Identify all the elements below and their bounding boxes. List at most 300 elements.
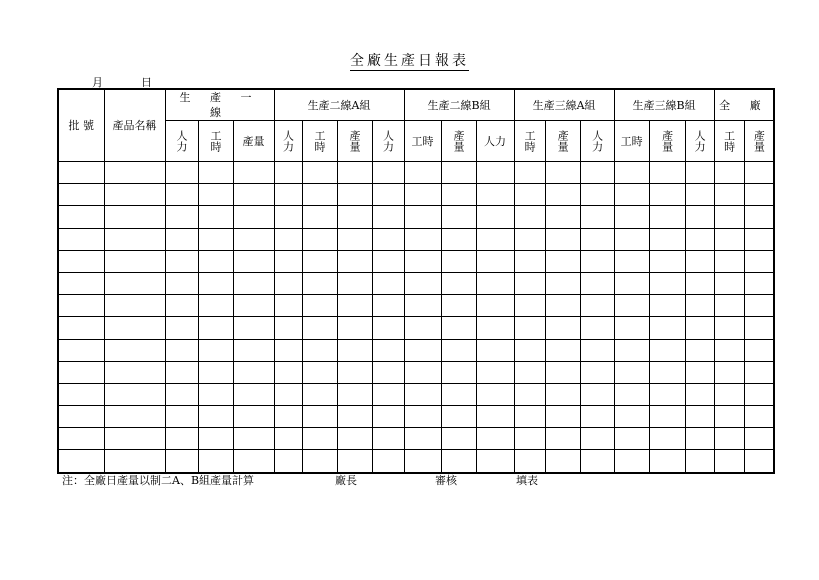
table-cell[interactable]: [685, 383, 714, 405]
table-cell[interactable]: [545, 184, 580, 206]
table-cell[interactable]: [404, 361, 441, 383]
table-cell[interactable]: [58, 383, 104, 405]
table-cell[interactable]: [165, 317, 198, 339]
table-cell[interactable]: [337, 250, 372, 272]
table-cell[interactable]: [514, 450, 545, 473]
table-cell[interactable]: [441, 162, 476, 184]
table-cell[interactable]: [404, 206, 441, 228]
table-cell[interactable]: [233, 228, 274, 250]
table-cell[interactable]: [165, 206, 198, 228]
table-cell[interactable]: [476, 450, 514, 473]
table-cell[interactable]: [302, 406, 337, 428]
table-cell[interactable]: [302, 206, 337, 228]
table-cell[interactable]: [274, 162, 302, 184]
sub-header-g1-0: 人力: [165, 121, 198, 162]
table-cell[interactable]: [404, 339, 441, 361]
table-cell[interactable]: [104, 383, 165, 405]
table-cell[interactable]: [580, 450, 614, 473]
table-cell[interactable]: [404, 250, 441, 272]
sub-header-g5-0: 工時: [614, 121, 649, 162]
table-row: [58, 162, 774, 184]
table-cell[interactable]: [233, 184, 274, 206]
table-cell[interactable]: [372, 228, 404, 250]
table-cell[interactable]: [744, 428, 774, 450]
sub-header-g1-2: 產量: [233, 121, 274, 162]
table-cell[interactable]: [58, 228, 104, 250]
table-cell[interactable]: [514, 339, 545, 361]
table-cell[interactable]: [514, 361, 545, 383]
table-cell[interactable]: [441, 250, 476, 272]
table-cell[interactable]: [649, 295, 685, 317]
table-cell[interactable]: [514, 228, 545, 250]
table-cell[interactable]: [337, 428, 372, 450]
table-cell[interactable]: [545, 383, 580, 405]
sub-header-g1-1: 工時: [198, 121, 233, 162]
table-cell[interactable]: [198, 295, 233, 317]
table-cell[interactable]: [714, 162, 744, 184]
table-cell[interactable]: [58, 162, 104, 184]
table-cell[interactable]: [302, 184, 337, 206]
table-cell[interactable]: [580, 295, 614, 317]
table-cell[interactable]: [233, 317, 274, 339]
table-cell[interactable]: [744, 406, 774, 428]
table-cell[interactable]: [165, 339, 198, 361]
table-row: [58, 272, 774, 294]
table-cell[interactable]: [372, 406, 404, 428]
table-cell[interactable]: [545, 361, 580, 383]
table-cell[interactable]: [580, 361, 614, 383]
table-cell[interactable]: [744, 228, 774, 250]
table-cell[interactable]: [476, 317, 514, 339]
table-cell[interactable]: [233, 361, 274, 383]
table-cell[interactable]: [372, 206, 404, 228]
table-cell[interactable]: [404, 272, 441, 294]
table-cell[interactable]: [685, 272, 714, 294]
table-cell[interactable]: [514, 184, 545, 206]
table-cell[interactable]: [58, 250, 104, 272]
table-cell[interactable]: [714, 406, 744, 428]
table-cell[interactable]: [404, 383, 441, 405]
table-cell[interactable]: [744, 317, 774, 339]
table-cell[interactable]: [714, 228, 744, 250]
table-cell[interactable]: [404, 295, 441, 317]
table-cell[interactable]: [441, 206, 476, 228]
table-cell[interactable]: [372, 450, 404, 473]
table-cell[interactable]: [714, 383, 744, 405]
table-cell[interactable]: [198, 428, 233, 450]
table-cell[interactable]: [104, 295, 165, 317]
table-cell[interactable]: [649, 317, 685, 339]
table-cell[interactable]: [404, 162, 441, 184]
table-cell[interactable]: [233, 339, 274, 361]
table-cell[interactable]: [714, 317, 744, 339]
table-cell[interactable]: [104, 184, 165, 206]
table-cell[interactable]: [685, 428, 714, 450]
table-cell[interactable]: [580, 228, 614, 250]
sub-header-g4-0: 工時: [514, 121, 545, 162]
table-cell[interactable]: [274, 228, 302, 250]
table-row: [58, 184, 774, 206]
table-cell[interactable]: [545, 162, 580, 184]
table-cell[interactable]: [714, 295, 744, 317]
table-cell[interactable]: [58, 184, 104, 206]
table-cell[interactable]: [714, 339, 744, 361]
table-cell[interactable]: [337, 295, 372, 317]
table-cell[interactable]: [441, 450, 476, 473]
table-cell[interactable]: [302, 450, 337, 473]
table-cell[interactable]: [165, 272, 198, 294]
table-cell[interactable]: [302, 162, 337, 184]
table-cell[interactable]: [165, 428, 198, 450]
table-cell[interactable]: [337, 339, 372, 361]
table-cell[interactable]: [104, 250, 165, 272]
table-cell[interactable]: [372, 428, 404, 450]
table-row: [58, 295, 774, 317]
table-cell[interactable]: [580, 162, 614, 184]
table-cell[interactable]: [58, 272, 104, 294]
table-cell[interactable]: [198, 272, 233, 294]
table-cell[interactable]: [514, 383, 545, 405]
table-cell[interactable]: [165, 295, 198, 317]
table-cell[interactable]: [614, 317, 649, 339]
table-cell[interactable]: [545, 295, 580, 317]
table-cell[interactable]: [233, 295, 274, 317]
table-cell[interactable]: [165, 450, 198, 473]
group-header-line1: 生 產 一 線: [165, 89, 274, 121]
table-row: [58, 228, 774, 250]
table-cell[interactable]: [580, 206, 614, 228]
table-cell[interactable]: [476, 383, 514, 405]
table-cell[interactable]: [372, 184, 404, 206]
table-cell[interactable]: [545, 250, 580, 272]
table-cell[interactable]: [580, 339, 614, 361]
table-cell[interactable]: [233, 272, 274, 294]
table-cell[interactable]: [274, 450, 302, 473]
table-cell[interactable]: [198, 406, 233, 428]
table-cell[interactable]: [649, 406, 685, 428]
sub-header-g4-1: 產量: [545, 121, 580, 162]
table-cell[interactable]: [198, 206, 233, 228]
table-cell[interactable]: [404, 406, 441, 428]
table-cell[interactable]: [372, 250, 404, 272]
table-cell[interactable]: [302, 361, 337, 383]
table-cell[interactable]: [58, 361, 104, 383]
table-cell[interactable]: [337, 406, 372, 428]
table-cell[interactable]: [714, 250, 744, 272]
table-cell[interactable]: [614, 383, 649, 405]
table-cell[interactable]: [580, 383, 614, 405]
table-cell[interactable]: [476, 184, 514, 206]
table-cell[interactable]: [685, 450, 714, 473]
table-cell[interactable]: [545, 228, 580, 250]
table-cell[interactable]: [233, 450, 274, 473]
table-cell[interactable]: [441, 361, 476, 383]
table-cell[interactable]: [104, 228, 165, 250]
table-cell[interactable]: [58, 450, 104, 473]
table-cell[interactable]: [441, 339, 476, 361]
table-cell[interactable]: [514, 428, 545, 450]
table-cell[interactable]: [372, 272, 404, 294]
table-cell[interactable]: [514, 406, 545, 428]
table-cell[interactable]: [58, 206, 104, 228]
table-cell[interactable]: [441, 406, 476, 428]
table-cell[interactable]: [514, 295, 545, 317]
sub-header-g3-1: 產量: [441, 121, 476, 162]
table-cell[interactable]: [685, 339, 714, 361]
table-cell[interactable]: [274, 184, 302, 206]
table-cell[interactable]: [165, 383, 198, 405]
table-cell[interactable]: [198, 250, 233, 272]
table-cell[interactable]: [404, 184, 441, 206]
table-cell[interactable]: [372, 383, 404, 405]
table-cell[interactable]: [476, 428, 514, 450]
table-cell[interactable]: [649, 383, 685, 405]
table-cell[interactable]: [649, 450, 685, 473]
table-cell[interactable]: [104, 406, 165, 428]
table-cell[interactable]: [198, 184, 233, 206]
table-cell[interactable]: [404, 317, 441, 339]
table-cell[interactable]: [545, 272, 580, 294]
table-cell[interactable]: [614, 295, 649, 317]
table-cell[interactable]: [714, 450, 744, 473]
table-cell[interactable]: [165, 250, 198, 272]
table-cell[interactable]: [337, 317, 372, 339]
table-cell[interactable]: [476, 250, 514, 272]
table-row: [58, 428, 774, 450]
table-cell[interactable]: [545, 450, 580, 473]
table-cell[interactable]: [580, 272, 614, 294]
table-cell[interactable]: [685, 162, 714, 184]
table-cell[interactable]: [104, 272, 165, 294]
table-cell[interactable]: [441, 295, 476, 317]
table-cell[interactable]: [104, 361, 165, 383]
table-cell[interactable]: [685, 406, 714, 428]
table-cell[interactable]: [476, 228, 514, 250]
table-cell[interactable]: [580, 428, 614, 450]
table-cell[interactable]: [337, 184, 372, 206]
table-cell[interactable]: [744, 184, 774, 206]
table-cell[interactable]: [274, 383, 302, 405]
table-cell[interactable]: [514, 162, 545, 184]
table-cell[interactable]: [744, 450, 774, 473]
table-cell[interactable]: [198, 339, 233, 361]
table-cell[interactable]: [441, 228, 476, 250]
table-cell[interactable]: [649, 162, 685, 184]
table-cell[interactable]: [372, 162, 404, 184]
table-cell[interactable]: [165, 162, 198, 184]
table-row: [58, 317, 774, 339]
sub-header-g2-1: 工時: [302, 121, 337, 162]
table-cell[interactable]: [580, 406, 614, 428]
table-cell[interactable]: [580, 317, 614, 339]
table-cell[interactable]: [233, 406, 274, 428]
table-cell[interactable]: [514, 206, 545, 228]
table-cell[interactable]: [685, 228, 714, 250]
table-cell[interactable]: [649, 272, 685, 294]
table-cell[interactable]: [714, 272, 744, 294]
table-cell[interactable]: [614, 250, 649, 272]
table-cell[interactable]: [744, 250, 774, 272]
table-cell[interactable]: [476, 272, 514, 294]
table-cell[interactable]: [614, 450, 649, 473]
table-cell[interactable]: [274, 406, 302, 428]
table-cell[interactable]: [337, 383, 372, 405]
table-cell[interactable]: [714, 184, 744, 206]
table-cell[interactable]: [233, 162, 274, 184]
table-cell[interactable]: [614, 361, 649, 383]
table-cell[interactable]: [614, 228, 649, 250]
table-cell[interactable]: [744, 272, 774, 294]
table-cell[interactable]: [372, 295, 404, 317]
table-cell[interactable]: [476, 206, 514, 228]
table-cell[interactable]: [274, 250, 302, 272]
table-cell[interactable]: [233, 428, 274, 450]
table-cell[interactable]: [302, 272, 337, 294]
table-cell[interactable]: [404, 228, 441, 250]
table-cell[interactable]: [165, 361, 198, 383]
table-cell[interactable]: [514, 317, 545, 339]
table-cell[interactable]: [233, 250, 274, 272]
table-cell[interactable]: [441, 317, 476, 339]
table-cell[interactable]: [104, 162, 165, 184]
table-cell[interactable]: [58, 317, 104, 339]
table-cell[interactable]: [337, 272, 372, 294]
table-cell[interactable]: [337, 206, 372, 228]
table-cell[interactable]: [337, 450, 372, 473]
table-cell[interactable]: [404, 450, 441, 473]
table-cell[interactable]: [198, 162, 233, 184]
table-cell[interactable]: [58, 339, 104, 361]
table-cell[interactable]: [441, 428, 476, 450]
table-cell[interactable]: [58, 406, 104, 428]
table-cell[interactable]: [744, 206, 774, 228]
table-cell[interactable]: [580, 184, 614, 206]
table-cell[interactable]: [372, 317, 404, 339]
table-cell[interactable]: [302, 428, 337, 450]
table-cell[interactable]: [685, 361, 714, 383]
table-cell[interactable]: [744, 383, 774, 405]
sub-header-g4-2: 人力: [580, 121, 614, 162]
table-cell[interactable]: [685, 250, 714, 272]
table-cell[interactable]: [441, 383, 476, 405]
table-cell[interactable]: [372, 339, 404, 361]
table-cell[interactable]: [233, 383, 274, 405]
table-cell[interactable]: [685, 317, 714, 339]
table-cell[interactable]: [545, 339, 580, 361]
table-cell[interactable]: [685, 295, 714, 317]
table-cell[interactable]: [104, 206, 165, 228]
table-cell[interactable]: [614, 428, 649, 450]
table-cell[interactable]: [337, 228, 372, 250]
table-cell[interactable]: [714, 206, 744, 228]
table-cell[interactable]: [274, 361, 302, 383]
table-cell[interactable]: [744, 295, 774, 317]
table-cell[interactable]: [685, 184, 714, 206]
table-cell[interactable]: [198, 361, 233, 383]
table-cell[interactable]: [104, 428, 165, 450]
table-cell[interactable]: [545, 428, 580, 450]
table-cell[interactable]: [274, 317, 302, 339]
table-cell[interactable]: [441, 272, 476, 294]
table-cell[interactable]: [198, 383, 233, 405]
table-cell[interactable]: [302, 228, 337, 250]
table-cell[interactable]: [744, 361, 774, 383]
table-cell[interactable]: [614, 206, 649, 228]
table-cell[interactable]: [649, 339, 685, 361]
table-cell[interactable]: [685, 206, 714, 228]
table-cell[interactable]: [165, 228, 198, 250]
table-cell[interactable]: [614, 406, 649, 428]
table-cell[interactable]: [274, 295, 302, 317]
table-cell[interactable]: [614, 272, 649, 294]
table-cell[interactable]: [580, 250, 614, 272]
table-cell[interactable]: [649, 184, 685, 206]
table-cell[interactable]: [476, 361, 514, 383]
table-cell[interactable]: [198, 228, 233, 250]
table-cell[interactable]: [545, 317, 580, 339]
table-cell[interactable]: [514, 250, 545, 272]
table-cell[interactable]: [614, 162, 649, 184]
table-cell[interactable]: [104, 317, 165, 339]
table-cell[interactable]: [649, 206, 685, 228]
table-cell[interactable]: [476, 162, 514, 184]
table-cell[interactable]: [476, 339, 514, 361]
table-cell[interactable]: [198, 450, 233, 473]
table-cell[interactable]: [614, 339, 649, 361]
table-cell[interactable]: [614, 184, 649, 206]
table-cell[interactable]: [649, 428, 685, 450]
table-cell[interactable]: [744, 162, 774, 184]
table-cell[interactable]: [545, 206, 580, 228]
table-cell[interactable]: [514, 272, 545, 294]
table-cell[interactable]: [165, 406, 198, 428]
table-cell[interactable]: [233, 206, 274, 228]
table-cell[interactable]: [649, 250, 685, 272]
table-cell[interactable]: [372, 361, 404, 383]
table-cell[interactable]: [476, 406, 514, 428]
table-cell[interactable]: [104, 339, 165, 361]
table-cell[interactable]: [441, 184, 476, 206]
table-cell[interactable]: [274, 272, 302, 294]
table-cell[interactable]: [337, 162, 372, 184]
table-cell[interactable]: [714, 361, 744, 383]
table-cell[interactable]: [198, 317, 233, 339]
table-cell[interactable]: [58, 428, 104, 450]
table-cell[interactable]: [744, 339, 774, 361]
table-cell[interactable]: [302, 250, 337, 272]
table-cell[interactable]: [337, 361, 372, 383]
table-cell[interactable]: [58, 295, 104, 317]
table-cell[interactable]: [165, 184, 198, 206]
sub-header-g5-1: 產量: [649, 121, 685, 162]
month-label: 月: [92, 76, 103, 89]
table-row: [58, 383, 774, 405]
table-cell[interactable]: [104, 450, 165, 473]
table-cell[interactable]: [649, 361, 685, 383]
table-cell[interactable]: [302, 295, 337, 317]
table-cell[interactable]: [302, 383, 337, 405]
table-cell[interactable]: [476, 295, 514, 317]
table-cell[interactable]: [302, 339, 337, 361]
table-cell[interactable]: [649, 228, 685, 250]
table-cell[interactable]: [274, 339, 302, 361]
table-cell[interactable]: [545, 406, 580, 428]
table-cell[interactable]: [274, 428, 302, 450]
table-cell[interactable]: [714, 428, 744, 450]
table-cell[interactable]: [274, 206, 302, 228]
table-cell[interactable]: [404, 428, 441, 450]
table-cell[interactable]: [302, 317, 337, 339]
